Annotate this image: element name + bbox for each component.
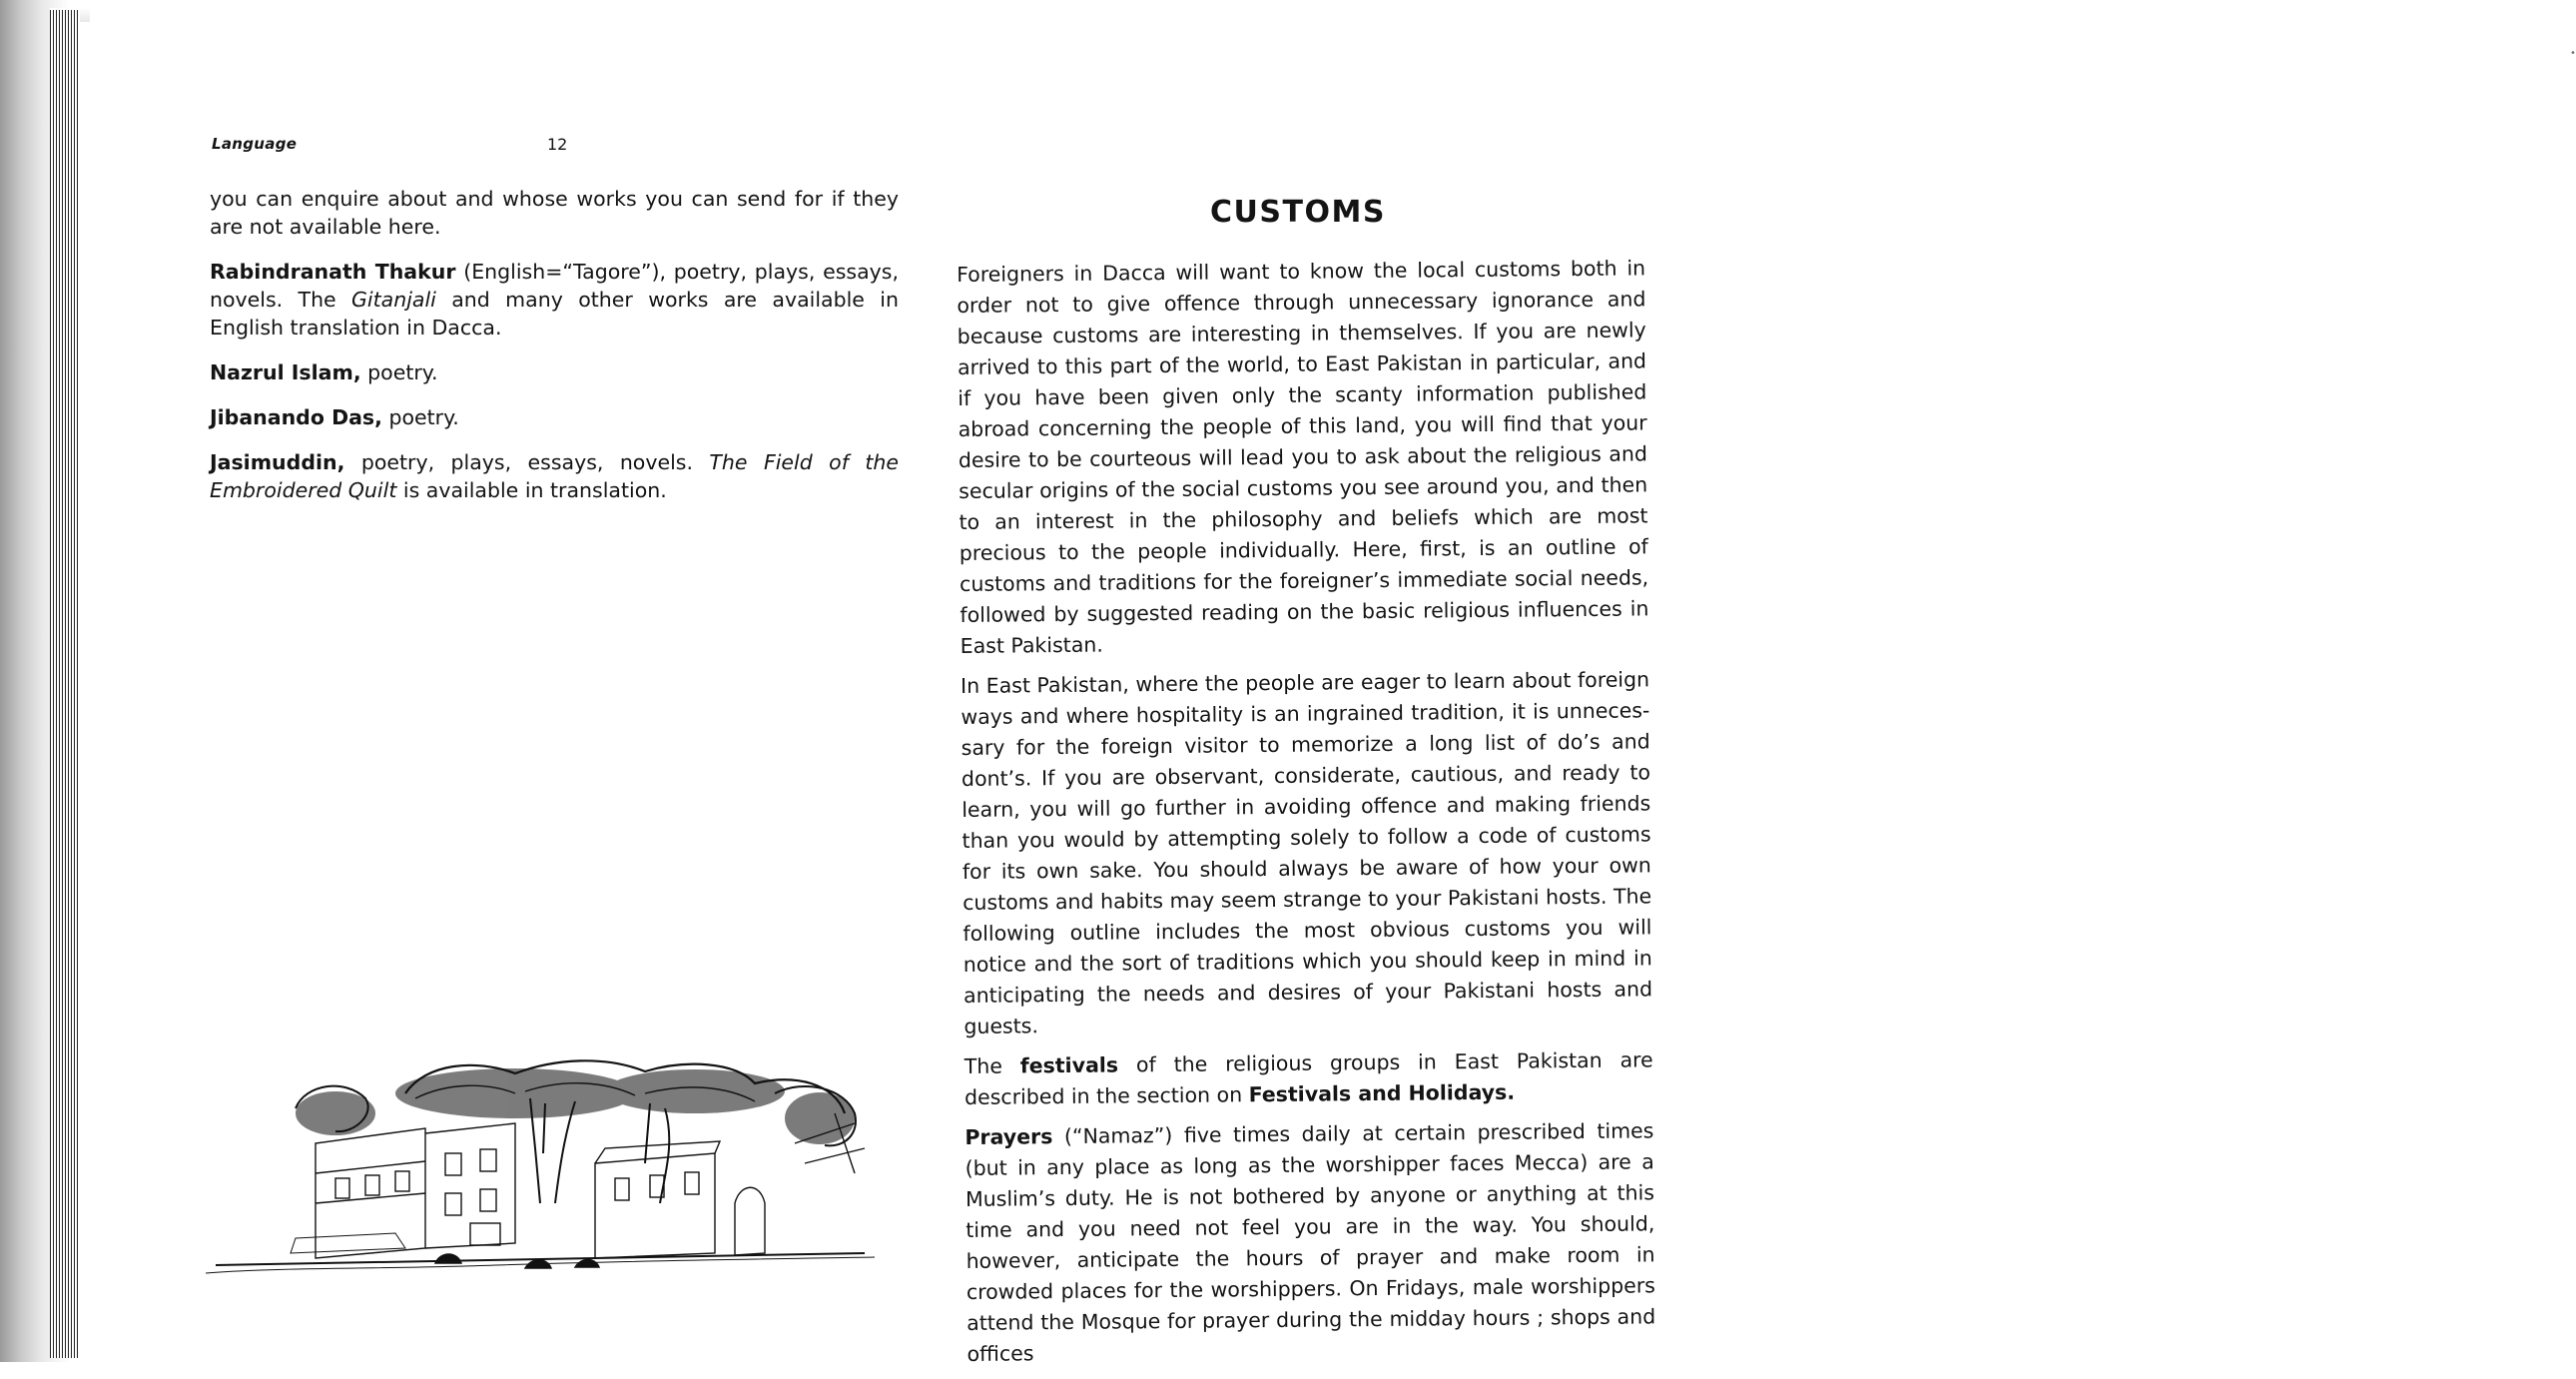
paragraph: Foreigners in Dacca will want to know the local customs both in order not to give offence through unnecessary ignorance and because customs are interesting in themselves. If you are newly arrived to this part of the world, to East Pakistan in particular, and if you have been given only the scanty information published abroad concerning the people of this land, you will find that your desire to be courteous will lead you to ask about the religious and secular origins of the social customs you see around you, and then to an interest in the philosophy and beliefs which are most precious to the people individually. Here, first, is an outline of customs and traditions for the foreigner’s immediate social needs, followed by suggested reading on the basic religious influences in East Pakistan.: [957, 256, 1649, 658]
street-scene-illustration: [196, 1053, 883, 1303]
scan-speck: •: [2570, 48, 2576, 59]
author-entry: [210, 403, 899, 431]
work-title: The Field of the Embroidered Quilt: [210, 450, 899, 502]
intro-paragraph: you can enquire about and whose works you can send for if they are not available here.: [210, 187, 899, 239]
author-name: Rabindranath Thakur: [210, 260, 456, 284]
paragraph: [965, 1044, 1654, 1113]
running-head: Language: [212, 135, 298, 153]
text-run: The: [964, 1053, 1020, 1078]
author-entry: [210, 448, 899, 504]
left-page-body: [210, 185, 899, 521]
author-note: poetry.: [381, 405, 459, 429]
author-name: Nazrul Islam,: [210, 360, 361, 384]
right-page-body: [957, 253, 1656, 1379]
author-name: Jasimuddin,: [210, 450, 345, 474]
paragraph: In East Pakistan, where the people are eager to learn about foreign ways and where hospitality is an ingrained tradition, it is unneces-sary for the foreign visitor to memorize a long list of do’s and dont’s. If you are observant, considerate, cautious, and ready to learn, you will go further in avoiding offence and making friends than you would by attempting solely to follow a code of customs for its own sake. You should always be aware of how your own customs and habits may seem strange to your Pakistani hosts. The following outline includes the most obvious customs you will notice and the sort of traditions which you should keep in mind in anticipating the needs and desires of your Pakistani hosts and guests.: [960, 667, 1653, 1038]
book-page-edges: [50, 10, 80, 1358]
term: Prayers: [965, 1124, 1053, 1149]
section-reference: Festivals and Holidays.: [1248, 1079, 1516, 1107]
author-entry: [210, 358, 899, 386]
text-run: (“Namaz”) five times daily at certain prescribed times (but in any place as long as the worshipper faces Mecca) are a Muslim’s duty. He is not bothered by anyone or anything at this time and you need not feel you are in the way. You should, however, anticipate the hours of prayer and make room in crowded places for the worshippers. On Fridays, male worshippers attend the Mosque for prayer during the midday hours ; shops and offices: [965, 1118, 1656, 1366]
author-note: (English=“Tagore”), poetry, plays, essays, novels. The: [210, 260, 899, 312]
author-note: and many other works are available in English translation in Dacca.: [210, 288, 899, 340]
author-name: Jibanando Das,: [210, 405, 382, 429]
author-entry: [210, 258, 899, 342]
author-note: poetry, plays, essays, novels.: [344, 450, 710, 474]
page-number: 12: [547, 135, 568, 154]
text-run: of the religious groups in East Pakistan are described in the section on: [964, 1047, 1653, 1109]
author-note: is available in translation.: [396, 478, 667, 502]
chapter-title: CUSTOMS: [1210, 195, 1386, 230]
author-note: poetry.: [360, 360, 438, 384]
left-page: [0, 0, 909, 1362]
work-title: Gitanjali: [351, 288, 436, 312]
term: festivals: [1019, 1052, 1119, 1078]
paragraph: [965, 1115, 1655, 1370]
